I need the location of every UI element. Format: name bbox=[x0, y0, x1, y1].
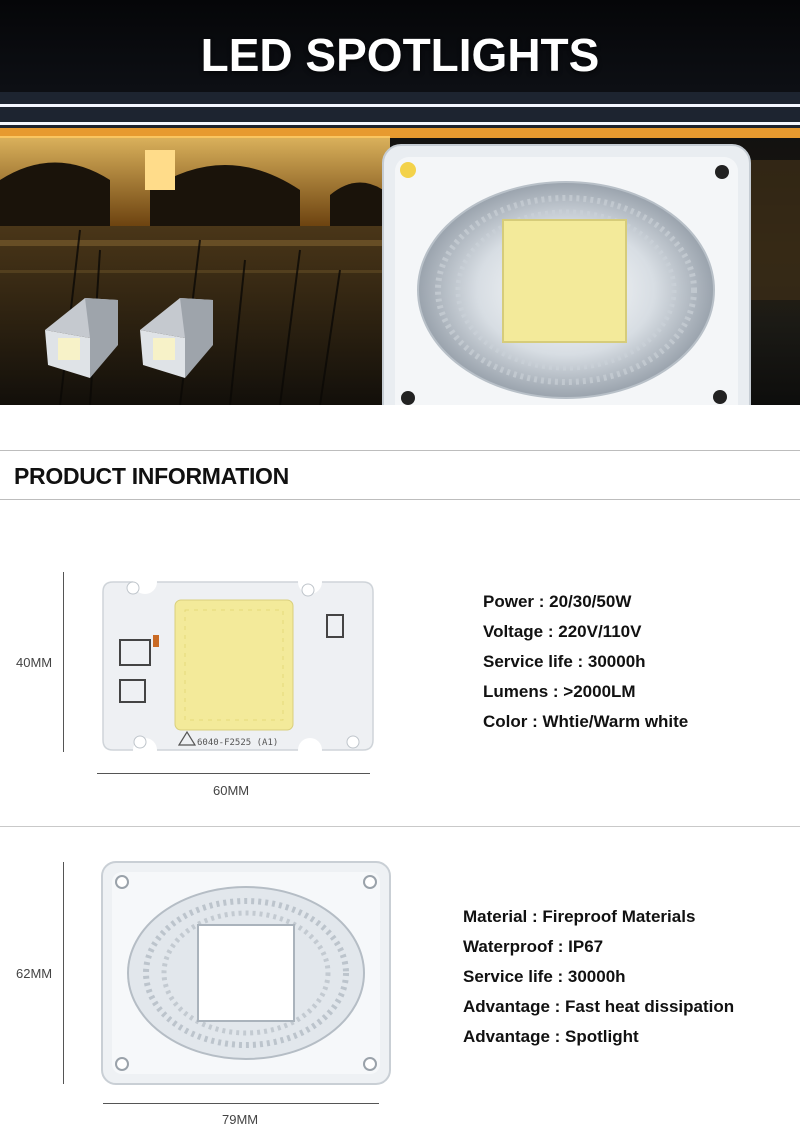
lens-width-label: 79MM bbox=[222, 1112, 259, 1127]
led-chip-image bbox=[95, 570, 375, 755]
spec-item: Power : 20/30/50W bbox=[483, 592, 632, 611]
lens-height-label: 62MM bbox=[16, 966, 53, 981]
chip-spec-list bbox=[483, 587, 688, 737]
width-dimension-line bbox=[103, 1103, 379, 1104]
lens-image bbox=[100, 860, 392, 1086]
spec-item: Color : Whtie/Warm white bbox=[483, 712, 689, 731]
hero-title: LED SPOTLIGHTS bbox=[200, 29, 600, 81]
section-divider bbox=[0, 826, 800, 827]
bridge-railing bbox=[0, 92, 800, 138]
spec-item: Material : Fireproof Materials bbox=[463, 907, 696, 926]
spec-item: Service life : 30000h bbox=[463, 967, 626, 986]
spec-item: Advantage : Fast heat dissipation bbox=[463, 997, 735, 1016]
chip-width-label: 60MM bbox=[213, 783, 250, 798]
height-dimension-line bbox=[63, 572, 64, 752]
spec-item: Service life : 30000h bbox=[483, 652, 646, 671]
spec-item: Waterproof : IP67 bbox=[463, 937, 604, 956]
section-title: PRODUCT INFORMATION bbox=[14, 463, 289, 489]
width-dimension-line bbox=[97, 773, 370, 774]
spec-item: Voltage : 220V/110V bbox=[483, 622, 642, 641]
spec-item: Lumens : >2000LM bbox=[483, 682, 636, 701]
board-marking: 6040-F2525 (A1) bbox=[197, 738, 279, 748]
bridge-arches bbox=[0, 136, 390, 226]
hero-banner bbox=[0, 0, 800, 405]
height-dimension-line bbox=[63, 862, 64, 1084]
section-header bbox=[0, 450, 800, 500]
chip-height-label: 40MM bbox=[16, 655, 53, 670]
lens-product-photo bbox=[383, 145, 750, 405]
spec-item: Advantage : Spotlight bbox=[463, 1027, 639, 1046]
lens-spec-list bbox=[463, 902, 734, 1052]
